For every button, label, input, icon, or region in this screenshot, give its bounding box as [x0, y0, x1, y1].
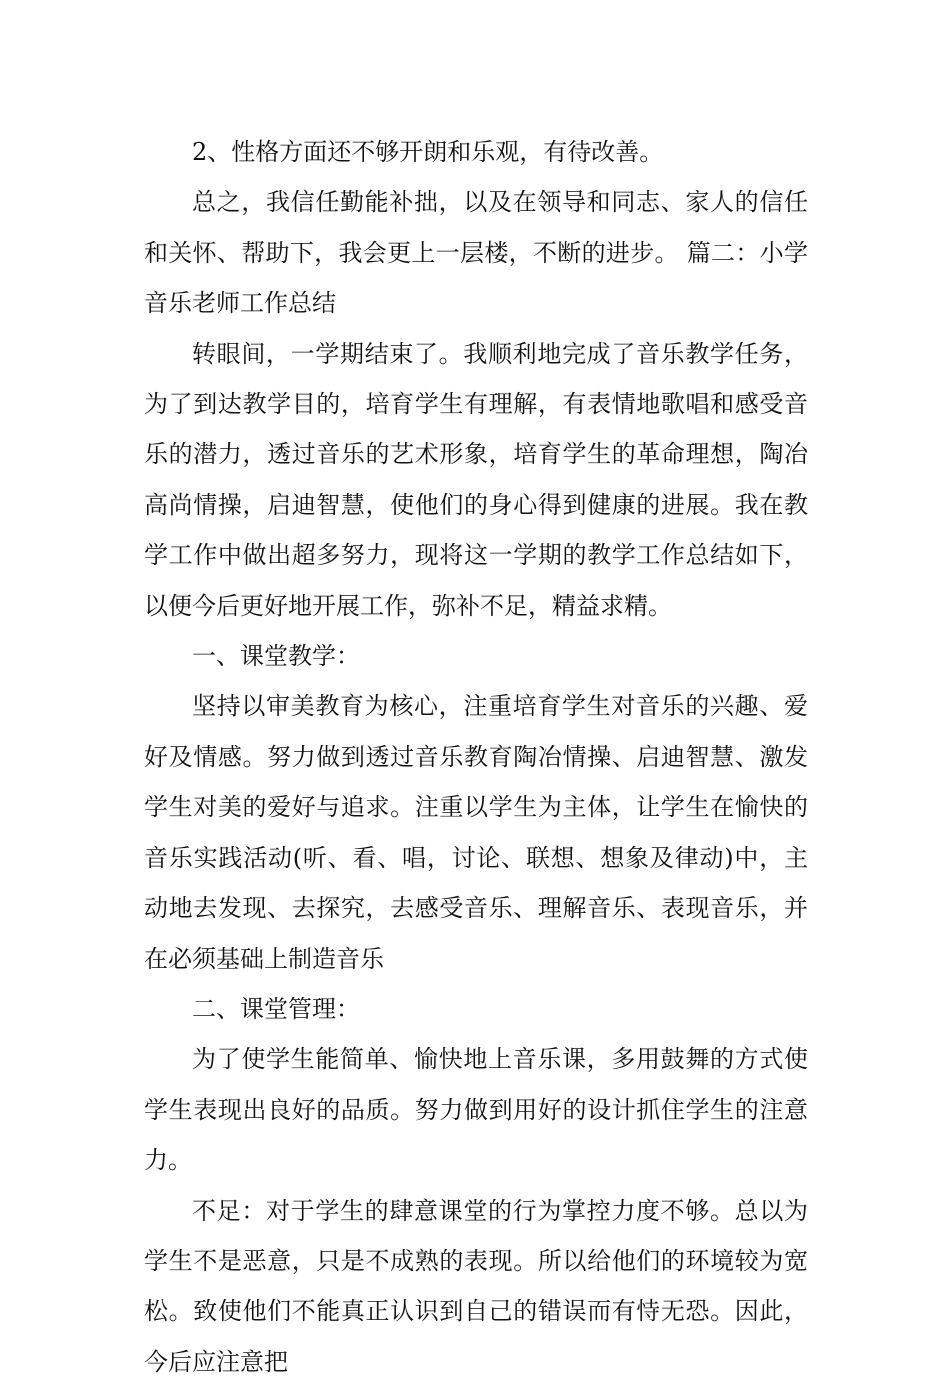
section-heading-classroom-teaching: 一、课堂教学：: [192, 642, 360, 671]
paragraph-shortcomings: 不足：对于学生的肆意课堂的行为掌控力度不够。总以为学生不是恶意，只是不成熟的表现。所以给他们的环境较为宽松。致使他们不能真正认识到自己的错误而有恃无恐。因此，今后应注意把: [144, 1196, 808, 1376]
document-body: [144, 127, 808, 1387]
paragraph-conclusion: 总之，我信任勤能补拙，以及在领导和同志、家人的信任和关怀、帮助下，我会更上一层楼，不断的进步。 篇二：小学音乐老师工作总结: [144, 188, 808, 318]
paragraph-classroom-teaching: 坚持以审美教育为核心，注重培育学生对音乐的兴趣、爱好及情感。努力做到透过音乐教育陶冶情操、启迪智慧、激发学生对美的爱好与追求。注重以学生为主体，让学生在愉快的音乐实践活动(听、看、唱，讨论、联想、想象及律动)中，主动地去发现、去探究，去感受音乐、理解音乐、表现音乐，并在必须基础上制造音乐: [144, 692, 808, 973]
paragraph-classroom-management: 为了使学生能简单、愉快地上音乐课，多用鼓舞的方式使学生表现出良好的品质。努力做到用好的设计抓住学生的注意力。: [144, 1045, 808, 1175]
paragraph-semester-summary: 转眼间，一学期结束了。我顺利地完成了音乐教学任务，为了到达教学目的，培育学生有理解，有表情地歌唱和感受音乐的潜力，透过音乐的艺术形象，培育学生的革命理想，陶冶高尚情操，启迪智慧，使他们的身心得到健康的进展。我在教学工作中做出超多努力，现将这一学期的教学工作总结如下，以便今后更好地开展工作，弥补不足，精益求精。: [144, 339, 808, 620]
section-heading-classroom-management: 二、课堂管理：: [192, 994, 360, 1023]
paragraph-personality: 2、性格方面还不够开朗和乐观，有待改善。: [192, 138, 664, 166]
